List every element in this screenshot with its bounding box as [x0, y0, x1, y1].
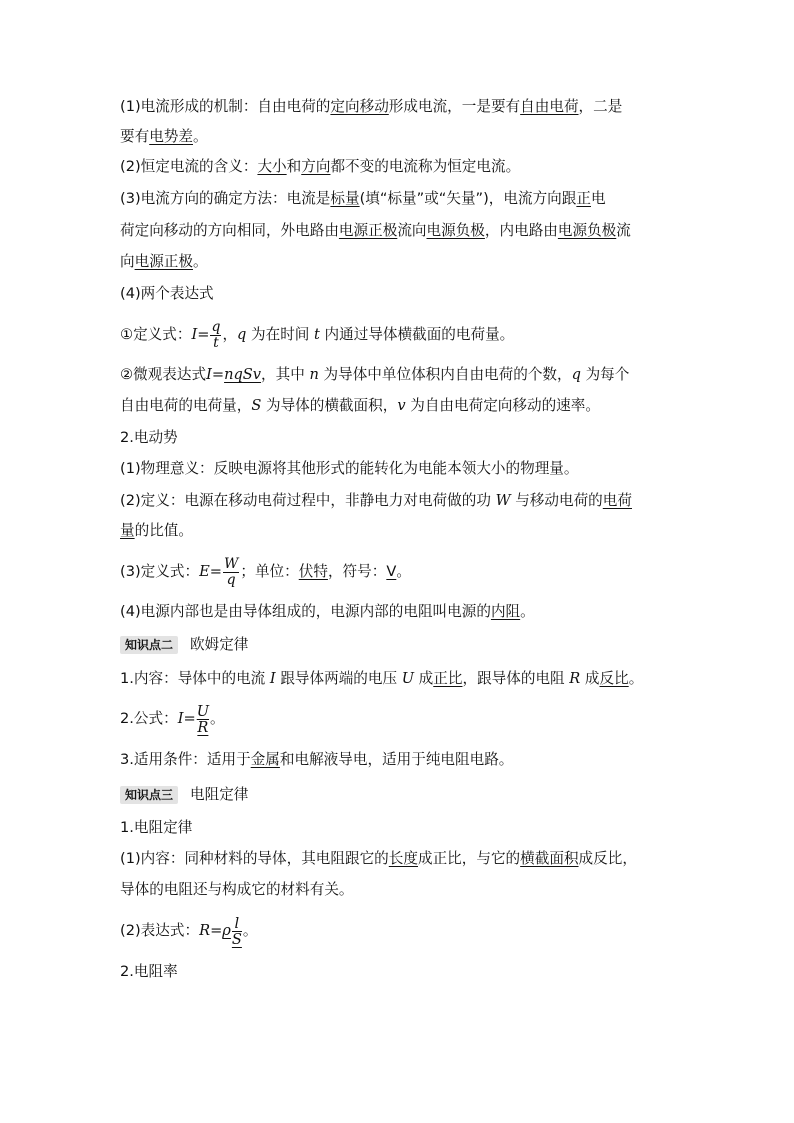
text: 。 [193, 128, 208, 145]
text: ②微观表达式 [120, 366, 207, 383]
section-title: 欧姆定律 [190, 636, 249, 653]
fraction [232, 916, 242, 947]
text: 流 [616, 222, 631, 239]
answer-blank: V [386, 563, 397, 580]
answer-blank: 内阻 [490, 603, 521, 620]
formula-operator: = [197, 326, 210, 343]
emf-heading: 2.电动势 [120, 429, 178, 446]
direction-line-1 [120, 189, 606, 209]
text: (4)电源内部也是由导体组成的，电源内部的电阻叫电源的 [120, 603, 491, 620]
emf-definition-line-2 [120, 521, 193, 541]
text: (1)电流形成的机制：自由电荷的 [120, 98, 331, 115]
formula-variable: I [206, 366, 212, 383]
section-tag: 知识点三 [120, 786, 178, 804]
section-title: 电阻定律 [190, 786, 249, 803]
formula-variable: W [495, 492, 511, 509]
fraction-numerator: l [232, 916, 242, 932]
direction-line-2 [120, 221, 631, 241]
text: 成 [580, 670, 600, 687]
formula-variable: I [269, 670, 276, 687]
section-tag: 知识点二 [120, 636, 178, 654]
fraction [197, 704, 209, 735]
answer-blank: 反比 [599, 670, 629, 687]
mechanism-line-1 [120, 97, 622, 117]
formula-variable: ρ [222, 922, 231, 939]
formula-operator: = [210, 922, 223, 939]
answer-blank: 自由电荷 [520, 98, 579, 115]
formula-variable: R [199, 922, 211, 939]
text: ，符号： [327, 563, 387, 580]
text: 3.适用条件：适用于 [120, 751, 251, 768]
answer-blank: 电势差 [149, 128, 193, 145]
fraction-denominator: S [231, 930, 242, 948]
formula-operator: = [211, 366, 225, 383]
text: (2)恒定电流的含义： [120, 158, 258, 175]
expressions-heading: (4)两个表达式 [120, 285, 214, 302]
emf-internal-resistance [120, 602, 535, 622]
emf-formula-line [120, 555, 411, 589]
text: 。 [520, 603, 535, 620]
answer-blank: 电荷 [602, 492, 632, 509]
fraction-numerator: U [196, 702, 210, 720]
text: 为导体中单位体积内自由电荷的个数， [318, 366, 572, 383]
text: ，内电路由 [484, 222, 558, 239]
direction-line-3 [120, 252, 208, 272]
answer-blank: 正比 [433, 670, 463, 687]
text: (2)定义：电源在移动电荷过程中，非静电力对电荷做的功 [120, 492, 496, 509]
text: 为每个 [580, 366, 630, 383]
fraction [223, 557, 239, 588]
emf-definition-line-1 [120, 491, 632, 511]
text: 和电解液导电，适用于纯电阻电路。 [279, 751, 514, 768]
text: 跟导体两端的电压 [275, 670, 402, 687]
fraction-numerator: W [223, 555, 239, 572]
text: 的比值。 [134, 522, 193, 539]
text: ；单位： [240, 563, 299, 580]
formula-variable: q [237, 326, 247, 343]
formula-variable: I [191, 326, 198, 343]
ohm-conditions [120, 750, 513, 770]
text: 为导体的横截面积， [261, 397, 398, 414]
text: 要有 [120, 128, 150, 145]
text: 。 [396, 563, 411, 580]
text: 都不变的电流称为恒定电流。 [330, 158, 521, 175]
answer-blank: 横截面积 [520, 850, 579, 867]
section-header-resistance [120, 785, 248, 805]
answer-blank: 金属 [250, 751, 280, 768]
answer-blank: 电源正极 [338, 222, 398, 239]
answer-blank: 大小 [257, 158, 287, 175]
text: (填“标量”或“矢量”)，电流方向跟 [359, 190, 577, 207]
text: ，其中 [261, 366, 310, 383]
fraction-denominator: q [226, 571, 236, 588]
section-header-ohm [120, 635, 248, 655]
fraction-denominator: R [197, 718, 209, 736]
text: 为自由电荷定向移动的速率。 [405, 397, 600, 414]
text: 荷定向移动的方向相同，外电路由 [120, 222, 339, 239]
answer-blank: 电源负极 [557, 222, 617, 239]
text: 。 [193, 253, 208, 270]
text: (3)电流方向的确定方法：电流是 [120, 190, 331, 207]
formula-variable: R [569, 670, 581, 687]
fraction-denominator: t [213, 334, 219, 351]
resistance-content-line-2: 导体的电阻还与构成它的材料有关。 [120, 881, 354, 898]
text: 。 [628, 670, 644, 687]
steady-current-line [120, 157, 520, 177]
answer-blank: 正 [576, 190, 591, 207]
answer-blank: 电源正极 [134, 253, 193, 270]
fraction-numerator: q [211, 318, 221, 335]
text: 1.内容：导体中的电流 [120, 670, 270, 687]
ohm-formula [120, 702, 225, 736]
fraction [210, 320, 221, 351]
answer-blank: 伏特 [298, 563, 328, 580]
resistivity-heading: 2.电阻率 [120, 963, 178, 980]
text: 电 [590, 190, 606, 207]
answer-blank: 定向移动 [330, 98, 389, 115]
text: 。 [242, 922, 258, 939]
text: 成 [414, 670, 434, 687]
micro-formula-line-1 [120, 365, 629, 385]
mechanism-line-2 [120, 127, 208, 147]
text: 向 [120, 253, 135, 270]
answer-blank: 量 [120, 522, 135, 539]
text: 自由电荷的电荷量， [120, 397, 252, 414]
formula-variable: S [251, 397, 262, 414]
text: 。 [210, 710, 225, 727]
text: 成正比，与它的 [417, 850, 521, 867]
text: ①定义式： [120, 326, 192, 343]
text: (1)内容：同种材料的导体，其电阻跟它的 [120, 850, 389, 867]
formula-operator: = [183, 710, 196, 727]
answer-blank: 电源负极 [426, 222, 485, 239]
resistance-content-line-1 [120, 849, 637, 869]
micro-formula-line-2 [120, 396, 600, 416]
formula-variable: t [314, 326, 320, 343]
formula-variable: n [309, 366, 319, 383]
text: (2)表达式： [120, 922, 200, 939]
text: (3)定义式： [120, 563, 200, 580]
answer-blank: 标量 [330, 190, 360, 207]
formula-variable: q [571, 366, 581, 383]
answer-blank: nqSv [224, 366, 262, 383]
formula-variable: I [177, 710, 184, 727]
text: 形成电流，一是要有 [388, 98, 521, 115]
resistance-formula [120, 914, 258, 948]
emf-meaning: (1)物理意义：反映电源将其他形式的能转化为电能本领大小的物理量。 [120, 460, 579, 477]
text: ，二是 [578, 98, 623, 115]
ohm-content [120, 669, 643, 689]
text: 与移动电荷的 [510, 492, 603, 509]
text: ，跟导体的电阻 [462, 670, 570, 687]
text: 流向 [397, 222, 427, 239]
text: ， [222, 326, 238, 343]
answer-blank: 方向 [301, 158, 331, 175]
text: 成反比， [578, 850, 637, 867]
definition-formula-line [120, 318, 514, 352]
formula-operator: = [209, 563, 222, 580]
resistance-law-heading: 1.电阻定律 [120, 819, 193, 836]
text: 2.公式： [120, 710, 178, 727]
text: 为在时间 [246, 326, 315, 343]
text: 和 [286, 158, 302, 175]
formula-variable: v [397, 397, 406, 414]
formula-variable: U [401, 670, 415, 687]
formula-variable: E [199, 563, 210, 580]
text: 内通过导体横截面的电荷量。 [319, 326, 515, 343]
answer-blank: 长度 [388, 850, 418, 867]
